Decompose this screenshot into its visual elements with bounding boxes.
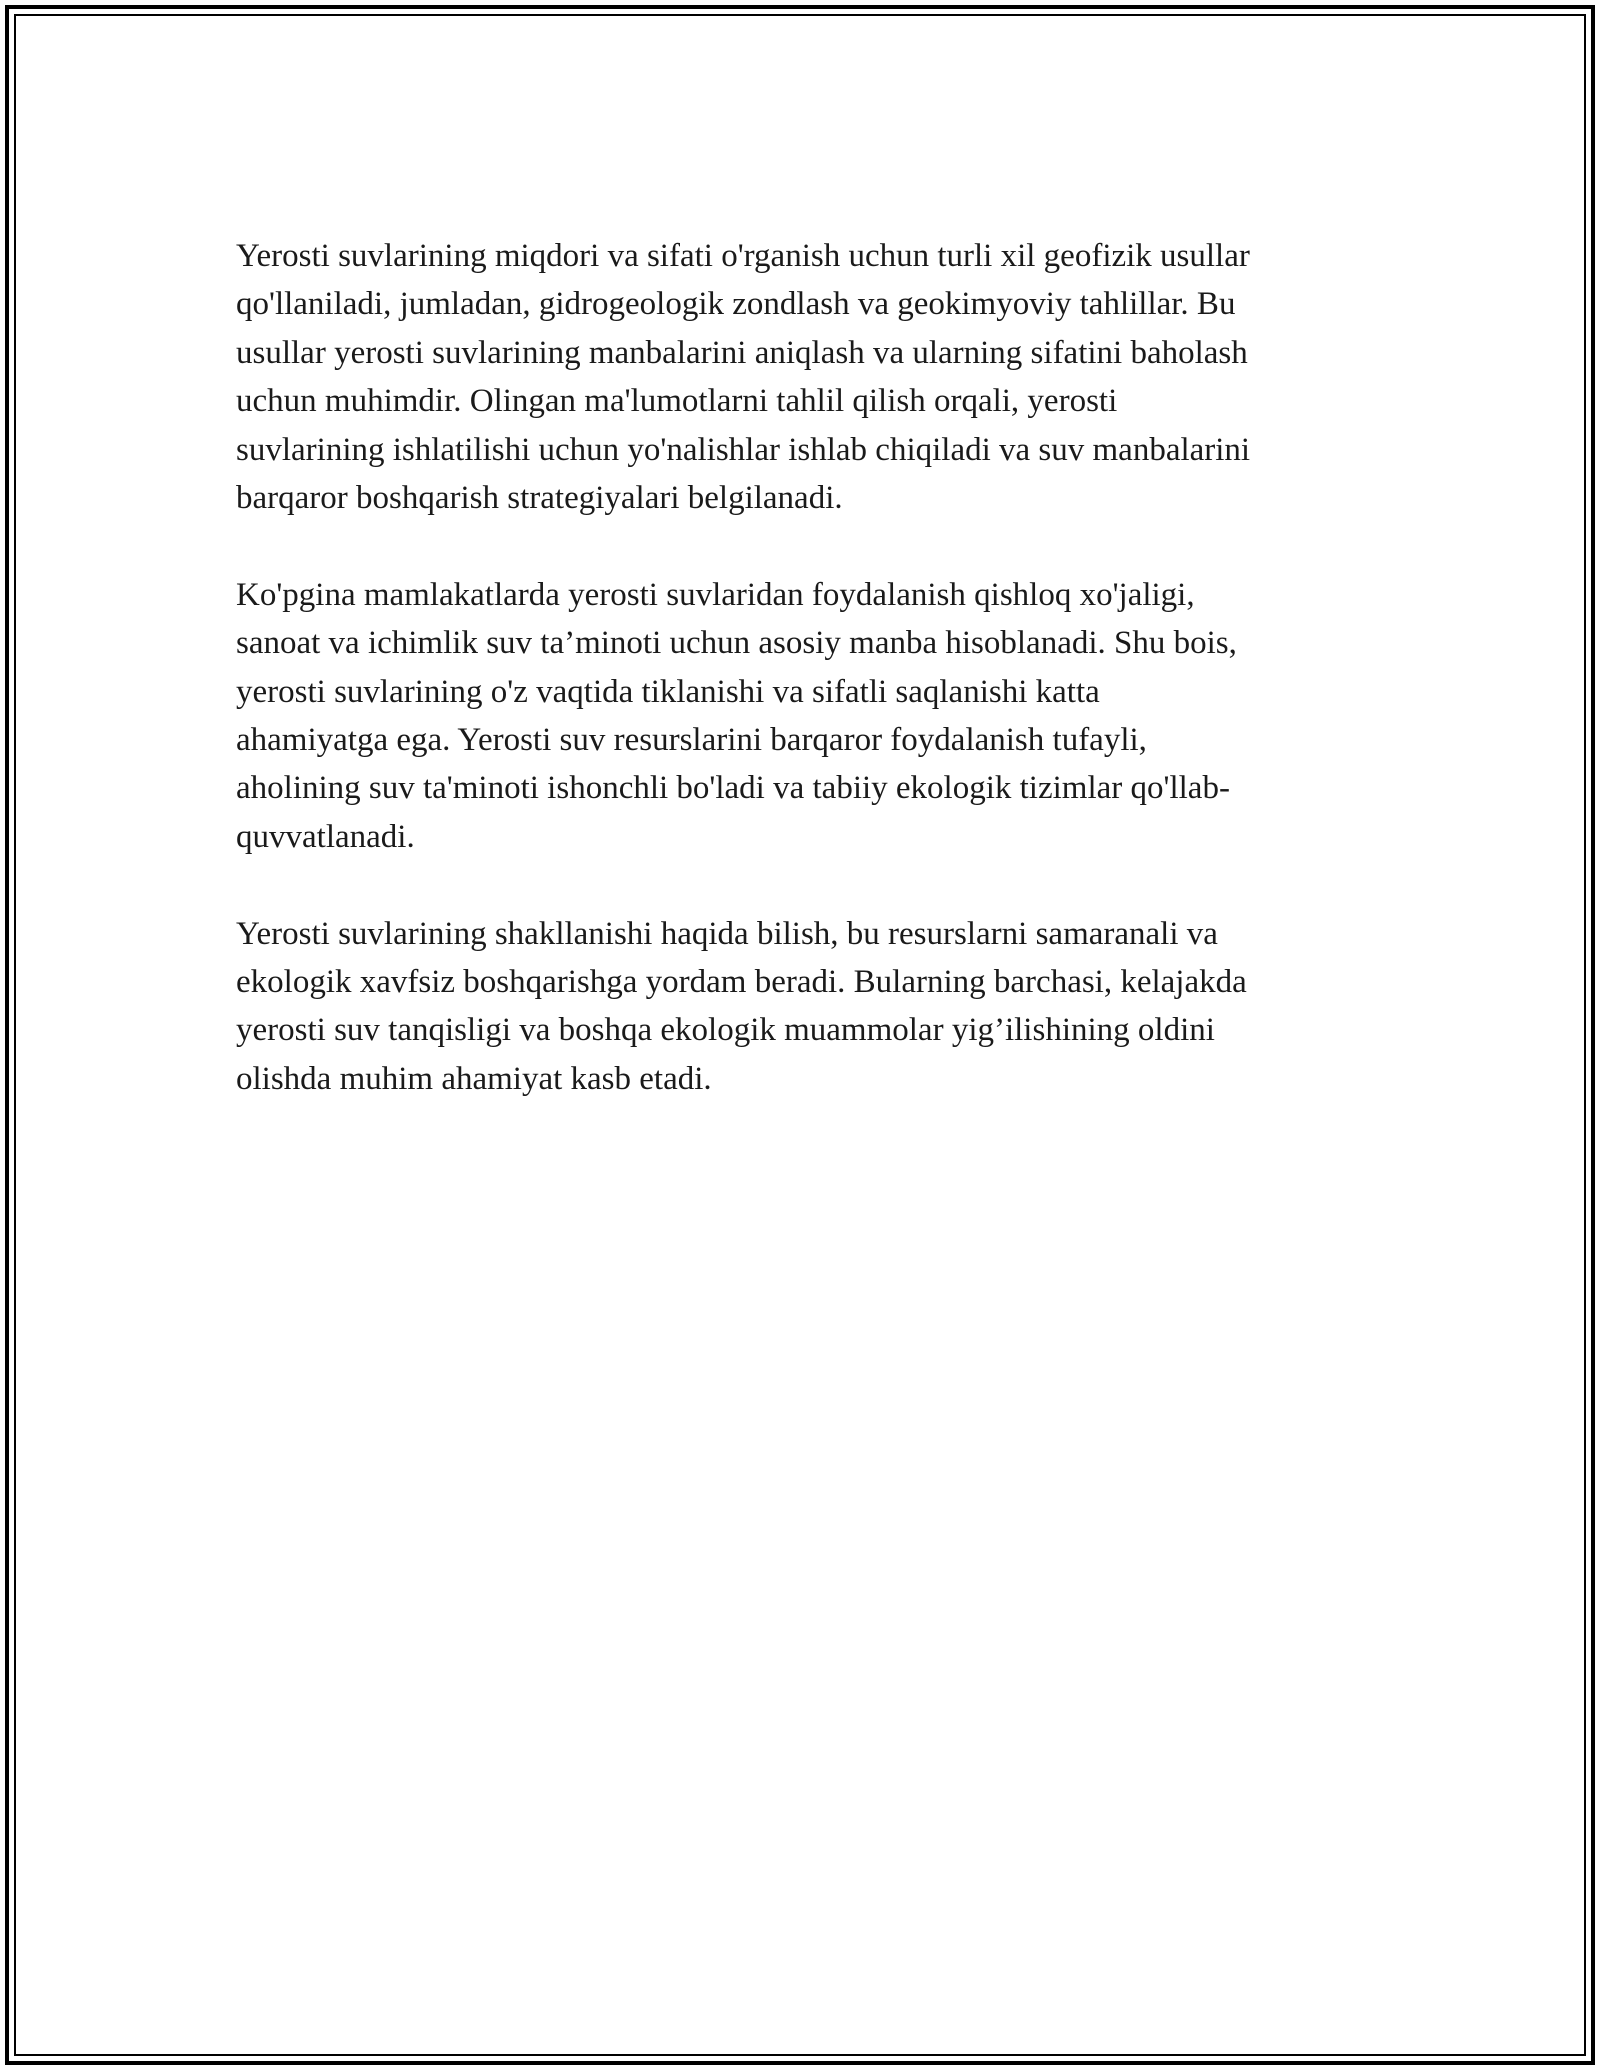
text-line: sanoat va ichimlik suv ta’minoti uchun asosiy manba hisoblanadi. Shu bois, xyxy=(236,625,1237,662)
text-line: Yerosti suvlarining shakllanishi haqida bilish, bu resurslarni samaranali va xyxy=(236,915,1218,952)
paragraph-1 xyxy=(236,232,1386,522)
text-line: yerosti suvlarining o'z vaqtida tiklanishi va sifatli saqlanishi katta xyxy=(236,673,1100,710)
text-line: yerosti suv tanqisligi va boshqa ekologik muammolar yig’ilishining oldini xyxy=(236,1012,1215,1049)
text-line: qo'llaniladi, jumladan, gidrogeologik zondlash va geokimyoviy tahlillar. Bu xyxy=(236,286,1236,323)
text-line: barqaror boshqarish strategiyalari belgilanadi. xyxy=(236,480,843,517)
text-line: usullar yerosti suvlarining manbalarini aniqlash va ularning sifatini baholash xyxy=(236,334,1248,371)
paragraph-2 xyxy=(236,571,1386,861)
text-line: uchun muhimdir. Olingan ma'lumotlarni tahlil qilish orqali, yerosti xyxy=(236,383,1118,420)
text-line: Yerosti suvlarining miqdori va sifati o'rganish uchun turli xil geofizik usullar xyxy=(236,238,1250,274)
text-line: olishda muhim ahamiyat kasb etadi. xyxy=(236,1060,712,1097)
text-line: quvvatlanadi. xyxy=(236,818,415,855)
text-line: suvlarining ishlatilishi uchun yo'nalishlar ishlab chiqiladi va suv manbalarini xyxy=(236,431,1251,468)
text-line: aholining suv ta'minoti ishonchli bo'ladi va tabiiy ekologik tizimlar qo'llab- xyxy=(236,770,1230,807)
text-line: Ko'pgina mamlakatlarda yerosti suvlaridan foydalanish qishloq xo'jaligi, xyxy=(236,576,1195,613)
text-line: ahamiyatga ega. Yerosti suv resurslarini barqaror foydalanish tufayli, xyxy=(236,722,1147,759)
text-line: ekologik xavfsiz boshqarishga yordam beradi. Bularning barchasi, kelajakda xyxy=(236,964,1247,1001)
document-body xyxy=(236,232,1386,1152)
paragraph-3 xyxy=(236,910,1386,1104)
